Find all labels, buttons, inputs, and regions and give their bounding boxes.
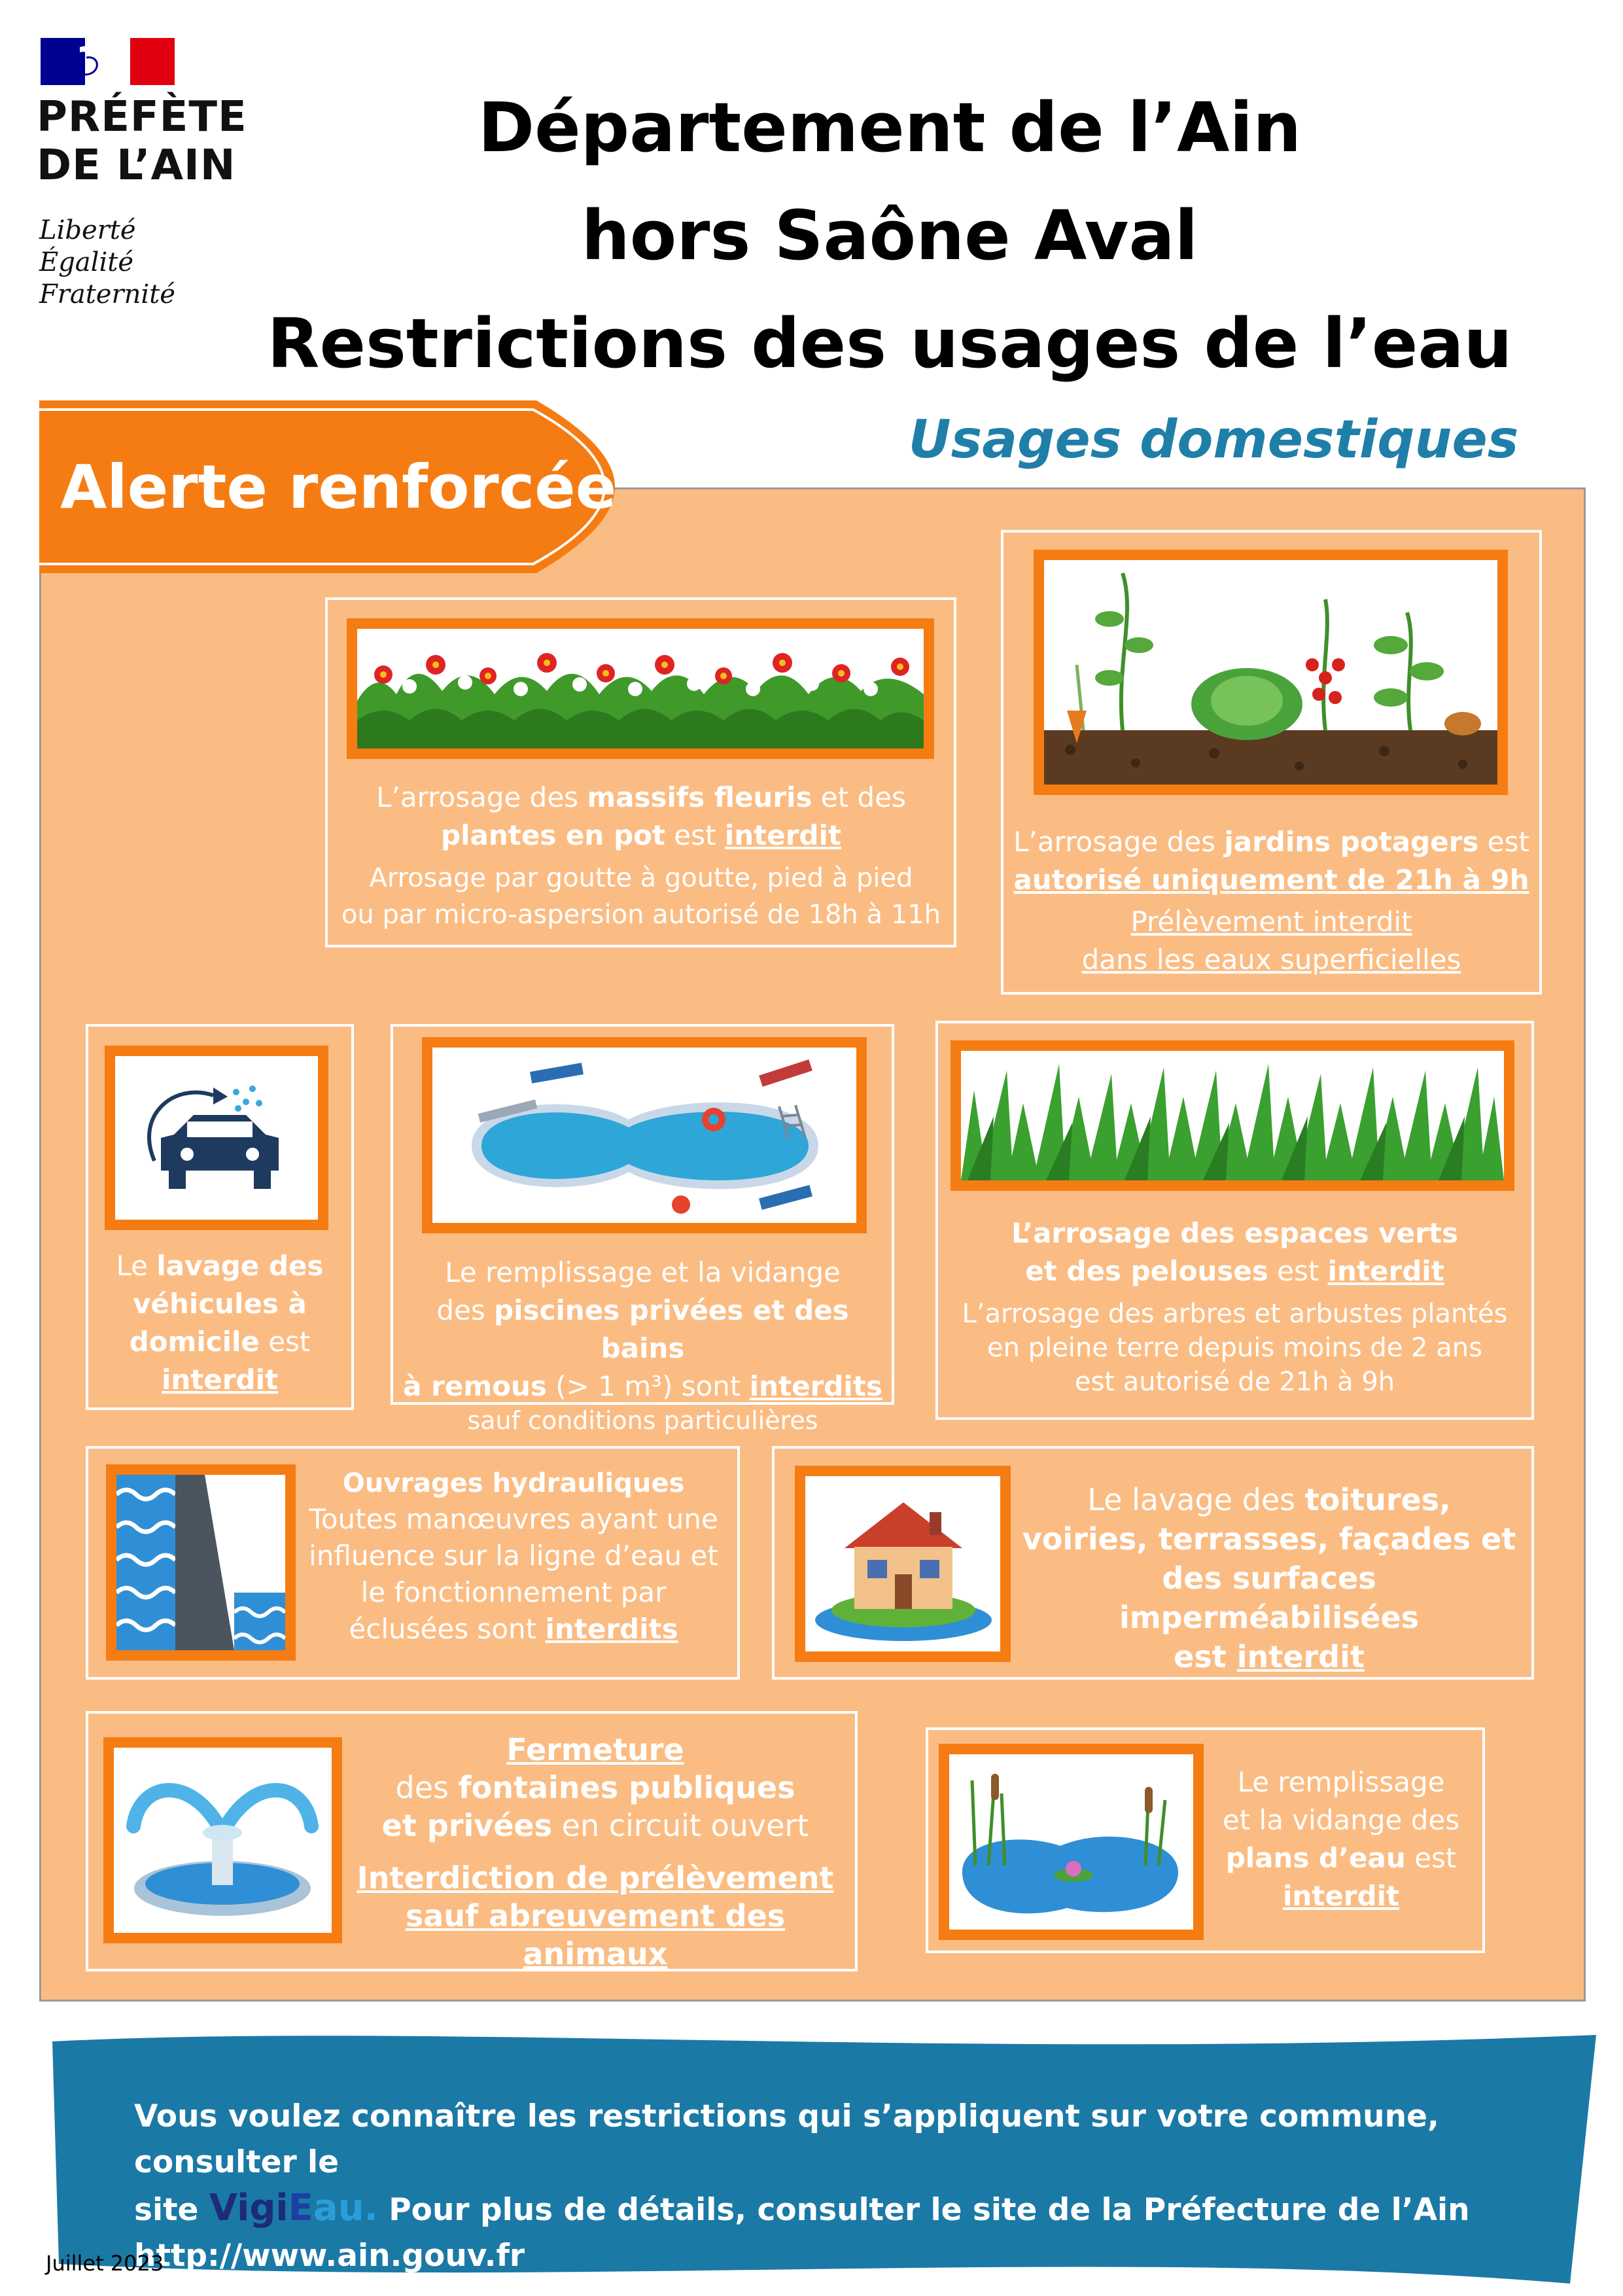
card-hydraulic-works-text: Ouvrages hydrauliques Toutes manœuvres ayant une influence sur la ligne d’eau et le fonctionnement par éclusées sont interdits	[309, 1468, 718, 1645]
alert-level-label: Alerte renforcée	[60, 452, 617, 522]
card-swimming-pools-text: Le remplissage et la vidange des piscines privées et des bains à remous (> 1 m³) sont interdits sauf conditions particulières	[403, 1256, 882, 1435]
pool-icon	[422, 1037, 867, 1233]
page-title-line2: hors Saône Aval	[581, 196, 1198, 275]
card-fountains-text: Fermeture des fontaines publiques et privées en circuit ouvert Interdiction de prélèvement sauf abreuvement des animaux	[357, 1732, 834, 1971]
card-roof-washing-text: Le lavage des toitures, voiries, terrasses, façades et des surfaces imperméabilisées est interdit	[1022, 1482, 1516, 1674]
card-ponds-text: Le remplissage et la vidange des plans d’eau est interdit	[1222, 1766, 1460, 1912]
footer-info: Vous voulez connaître les restrictions qui s’appliquent sur votre commune, consulter le site VigiEau. Pour plus de détails, consulter le site de la Préfecture de l’Ain http://www.ain.gouv.fr	[134, 2094, 1560, 2279]
publication-date: Juillet 2023	[46, 2251, 164, 2276]
page-title-line1: Département de l’Ain	[478, 88, 1302, 168]
fountain-icon	[103, 1737, 342, 1943]
page-subtitle: Usages domestiques	[908, 409, 1519, 470]
card-flower-beds-text: L’arrosage des massifs fleuris et des plantes en pot est interdit Arrosage par goutte à goutte, pied à pied ou par micro-aspersion autorisé de 18h à 11h	[341, 781, 941, 930]
pond-icon	[939, 1744, 1204, 1940]
vegetable-garden-icon	[1034, 550, 1508, 795]
prefecture-url-link[interactable]: http://www.ain.gouv.fr	[134, 2238, 525, 2274]
republic-motto: Liberté Égalité Fraternité	[39, 215, 175, 309]
marianne-flag-icon	[41, 38, 175, 85]
card-green-spaces-text: L’arrosage des espaces verts et des pelouses est interdit L’arrosage des arbres et arbustes plantés en pleine terre depuis moins de 2 ans est autorisé de 21h à 9h	[962, 1217, 1508, 1397]
grass-icon	[951, 1040, 1514, 1191]
flowers-icon	[347, 618, 934, 759]
page-title-line3: Restrictions des usages de l’eau	[267, 304, 1512, 383]
car-wash-icon	[105, 1046, 328, 1230]
card-vegetable-gardens-text: L’arrosage des jardins potagers est autorisé uniquement de 21h à 9h Prélèvement interdit dans les eaux superficielles	[1013, 826, 1529, 976]
card-vehicle-washing-text: Le lavage des véhicules à domicile est interdit	[116, 1250, 324, 1396]
dam-icon	[106, 1464, 296, 1661]
house-icon	[795, 1466, 1011, 1662]
prefecture-logo-text: PRÉFÈTE DE L’AIN	[37, 93, 247, 190]
vigieau-link[interactable]: VigiEau.	[209, 2187, 378, 2229]
